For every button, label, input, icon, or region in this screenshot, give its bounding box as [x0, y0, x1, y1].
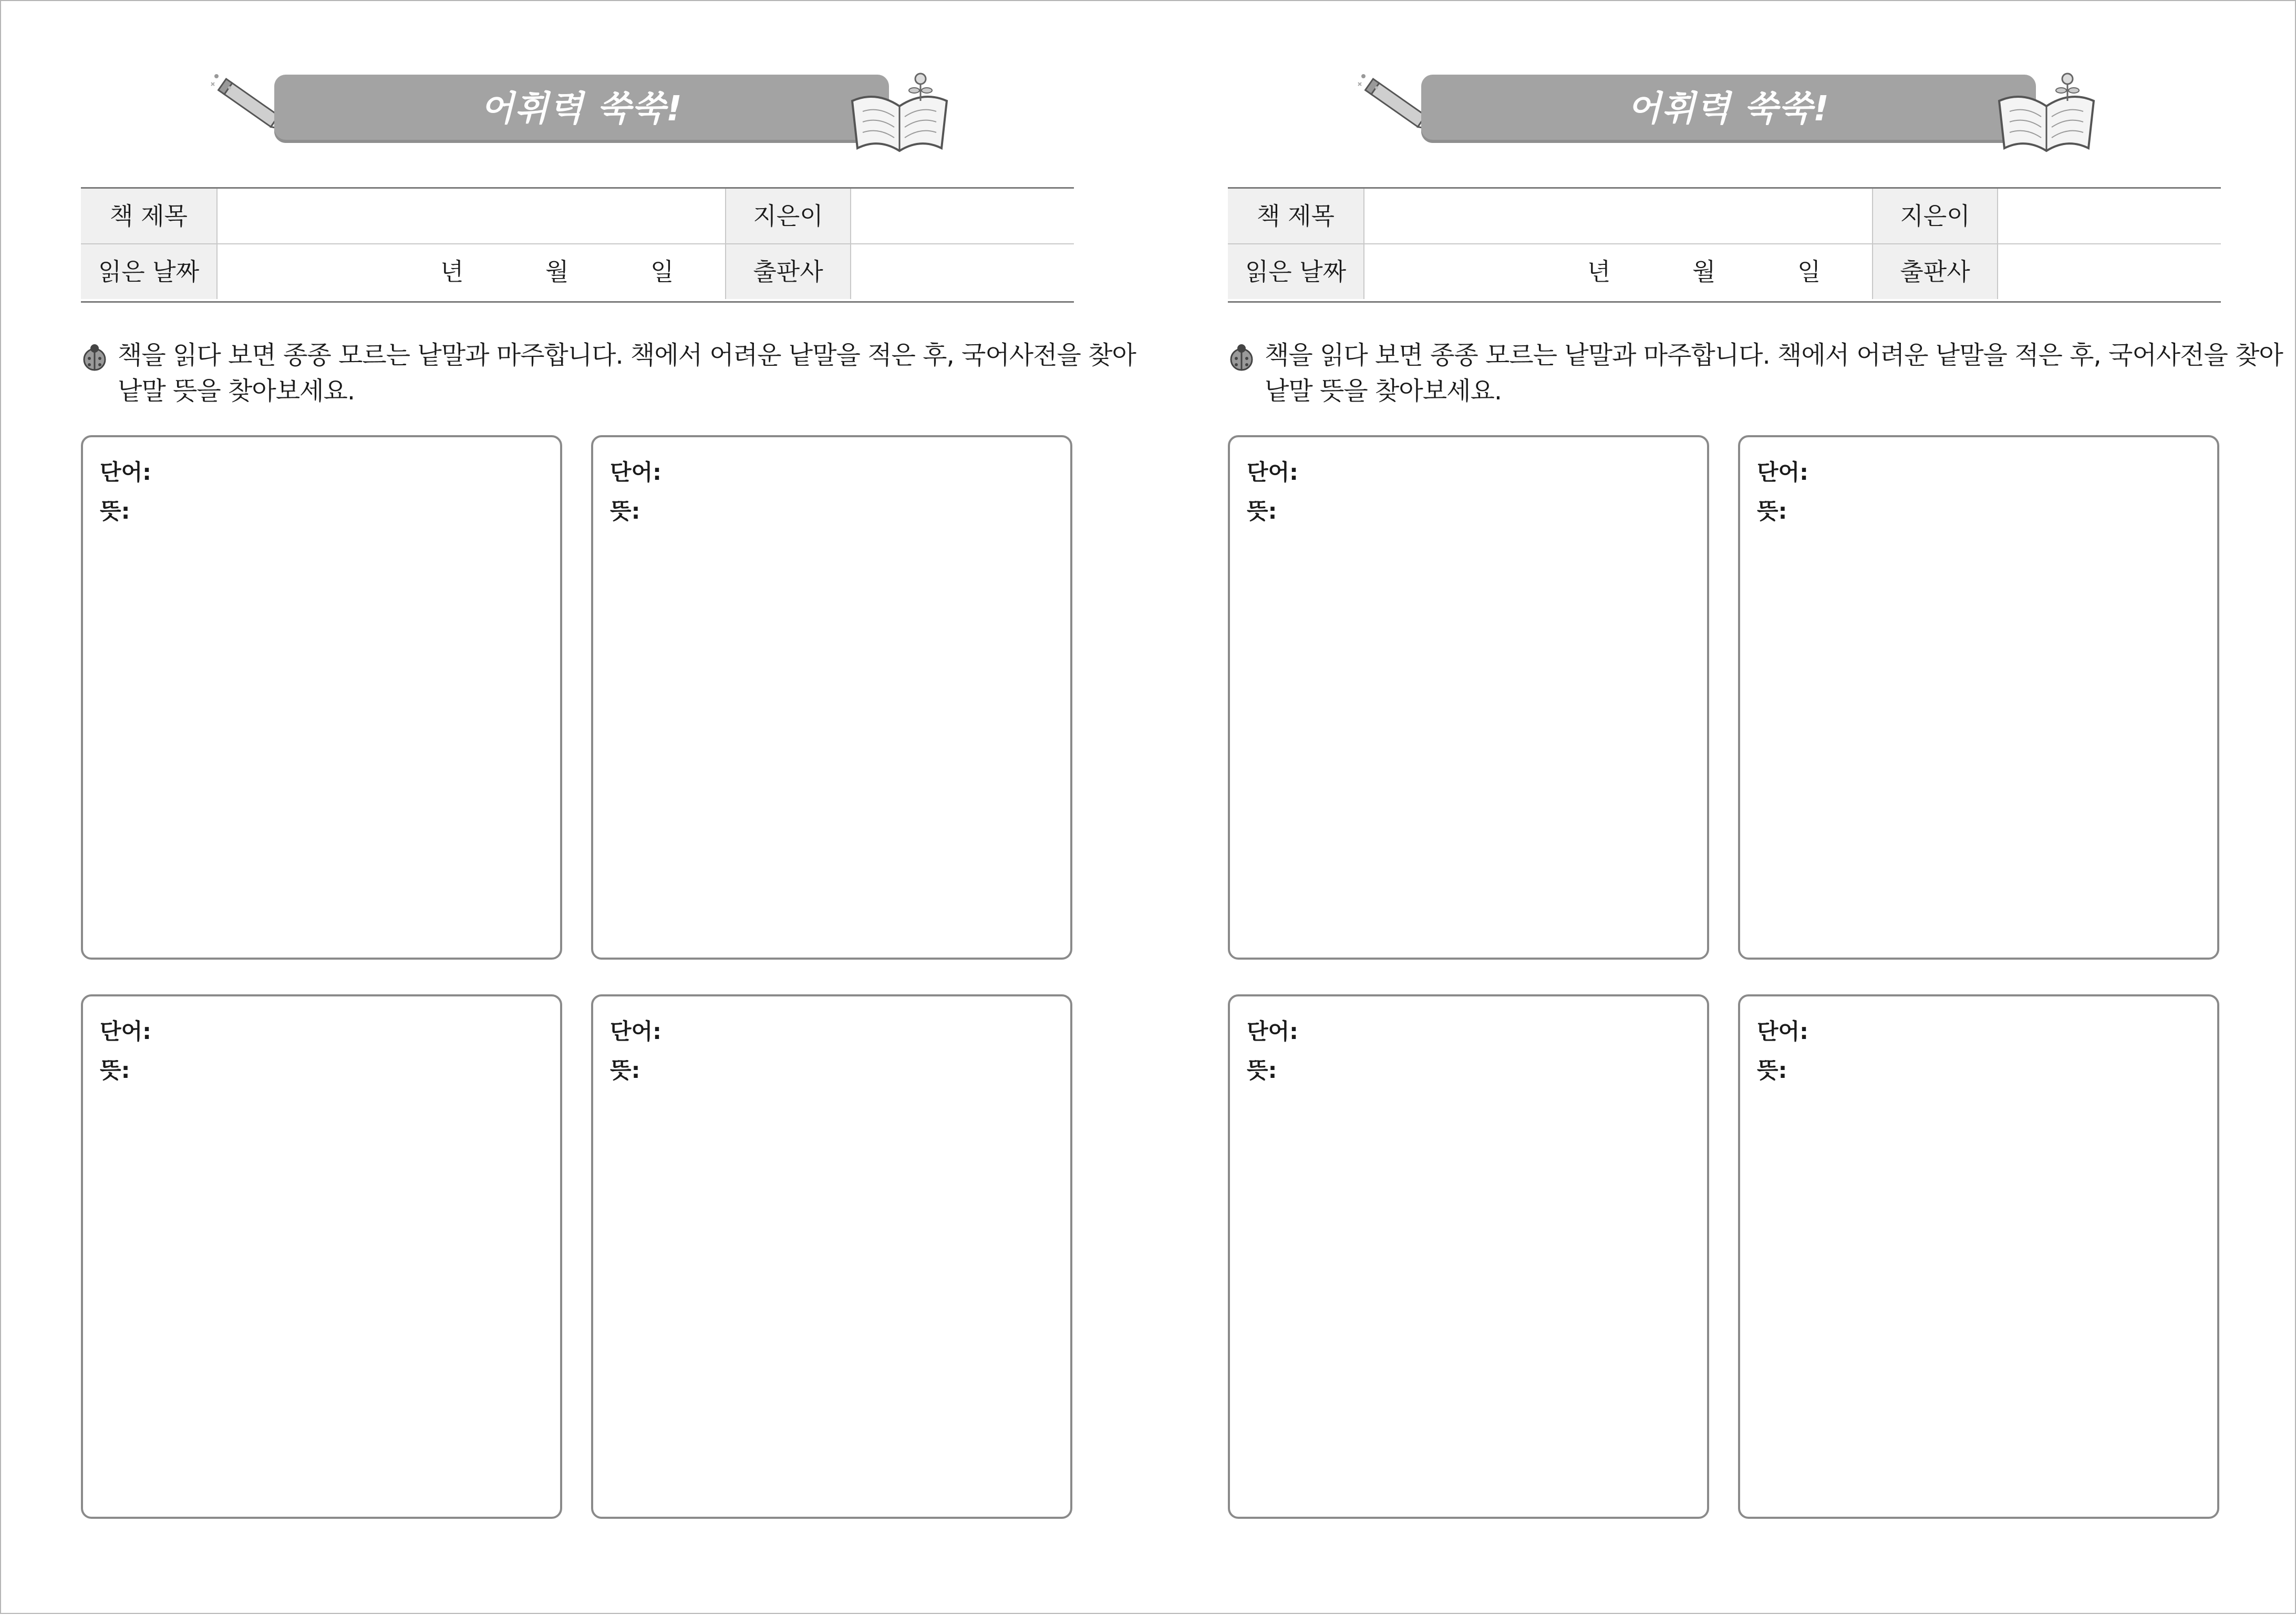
book-info-table	[1228, 187, 2221, 303]
ladybug-icon	[1228, 342, 1255, 371]
word-box[interactable]	[591, 435, 1072, 960]
word-label: 단어:	[1757, 1019, 1808, 1044]
book-info-table	[81, 187, 1074, 303]
instruction-line-1: 책을 읽다 보면 종종 모르는 낱말과 마주합니다. 책에서 어려운 낱말을 적은 후, 국어사전을 찾아	[1265, 341, 2283, 370]
read-date-label: 읽은 날짜	[81, 244, 218, 299]
word-label: 단어:	[1247, 1019, 1298, 1044]
title-banner	[1421, 75, 2036, 143]
meaning-label: 뜻:	[100, 1057, 130, 1083]
meaning-label: 뜻:	[100, 498, 130, 524]
meaning-label: 뜻:	[1247, 498, 1277, 524]
meaning-label: 뜻:	[1757, 1057, 1787, 1083]
author-field[interactable]	[851, 189, 1074, 243]
instruction-line-2: 낱말 뜻을 찾아보세요.	[118, 376, 355, 406]
meaning-label: 뜻:	[610, 1057, 640, 1083]
word-label: 단어:	[610, 459, 661, 485]
book-title-label: 책 제목	[1228, 189, 1364, 243]
word-box[interactable]	[1228, 435, 1709, 960]
info-row-date	[1228, 244, 2221, 299]
instruction-line-2: 낱말 뜻을 찾아보세요.	[1265, 376, 1502, 406]
instruction-line-1: 책을 읽다 보면 종종 모르는 낱말과 마주합니다. 책에서 어려운 낱말을 적은 후, 국어사전을 찾아	[118, 341, 1136, 370]
info-row-date	[81, 244, 1074, 299]
banner-title: 어휘력 쑥쑥!	[1627, 88, 1830, 129]
publisher-field[interactable]	[851, 244, 1074, 299]
publisher-label: 출판사	[726, 244, 851, 299]
day-label: 일	[1797, 258, 1821, 286]
word-box[interactable]	[591, 994, 1072, 1519]
month-label: 월	[545, 258, 569, 286]
read-date-field[interactable]	[218, 244, 726, 299]
word-label: 단어:	[1247, 459, 1298, 485]
book-title-field[interactable]	[218, 189, 726, 243]
book-title-label: 책 제목	[81, 189, 218, 243]
publisher-field[interactable]	[1998, 244, 2221, 299]
day-label: 일	[650, 258, 674, 286]
title-banner	[274, 75, 889, 143]
meaning-label: 뜻:	[1757, 498, 1787, 524]
banner-title: 어휘력 쑥쑥!	[480, 88, 683, 129]
word-label: 단어:	[1757, 459, 1808, 485]
right-page	[1148, 1, 2296, 1615]
word-box[interactable]	[81, 994, 562, 1519]
year-label: 년	[1587, 258, 1611, 286]
author-field[interactable]	[1998, 189, 2221, 243]
meaning-label: 뜻:	[610, 498, 640, 524]
word-label: 단어:	[100, 1019, 151, 1044]
word-box[interactable]	[1738, 435, 2219, 960]
read-date-field[interactable]	[1364, 244, 1873, 299]
word-label: 단어:	[100, 459, 151, 485]
book-title-field[interactable]	[1364, 189, 1873, 243]
left-page	[1, 1, 1149, 1615]
word-box[interactable]	[1738, 994, 2219, 1519]
author-label: 지은이	[1873, 189, 1998, 243]
info-row-title	[81, 189, 1074, 244]
publisher-label: 출판사	[1873, 244, 1998, 299]
month-label: 월	[1692, 258, 1716, 286]
word-label: 단어:	[610, 1019, 661, 1044]
info-row-title	[1228, 189, 2221, 244]
meaning-label: 뜻:	[1247, 1057, 1277, 1083]
open-book-icon	[1994, 69, 2099, 159]
word-box[interactable]	[81, 435, 562, 960]
author-label: 지은이	[726, 189, 851, 243]
ladybug-icon	[81, 342, 108, 371]
year-label: 년	[440, 258, 464, 286]
word-box[interactable]	[1228, 994, 1709, 1519]
open-book-icon	[847, 69, 952, 159]
read-date-label: 읽은 날짜	[1228, 244, 1364, 299]
